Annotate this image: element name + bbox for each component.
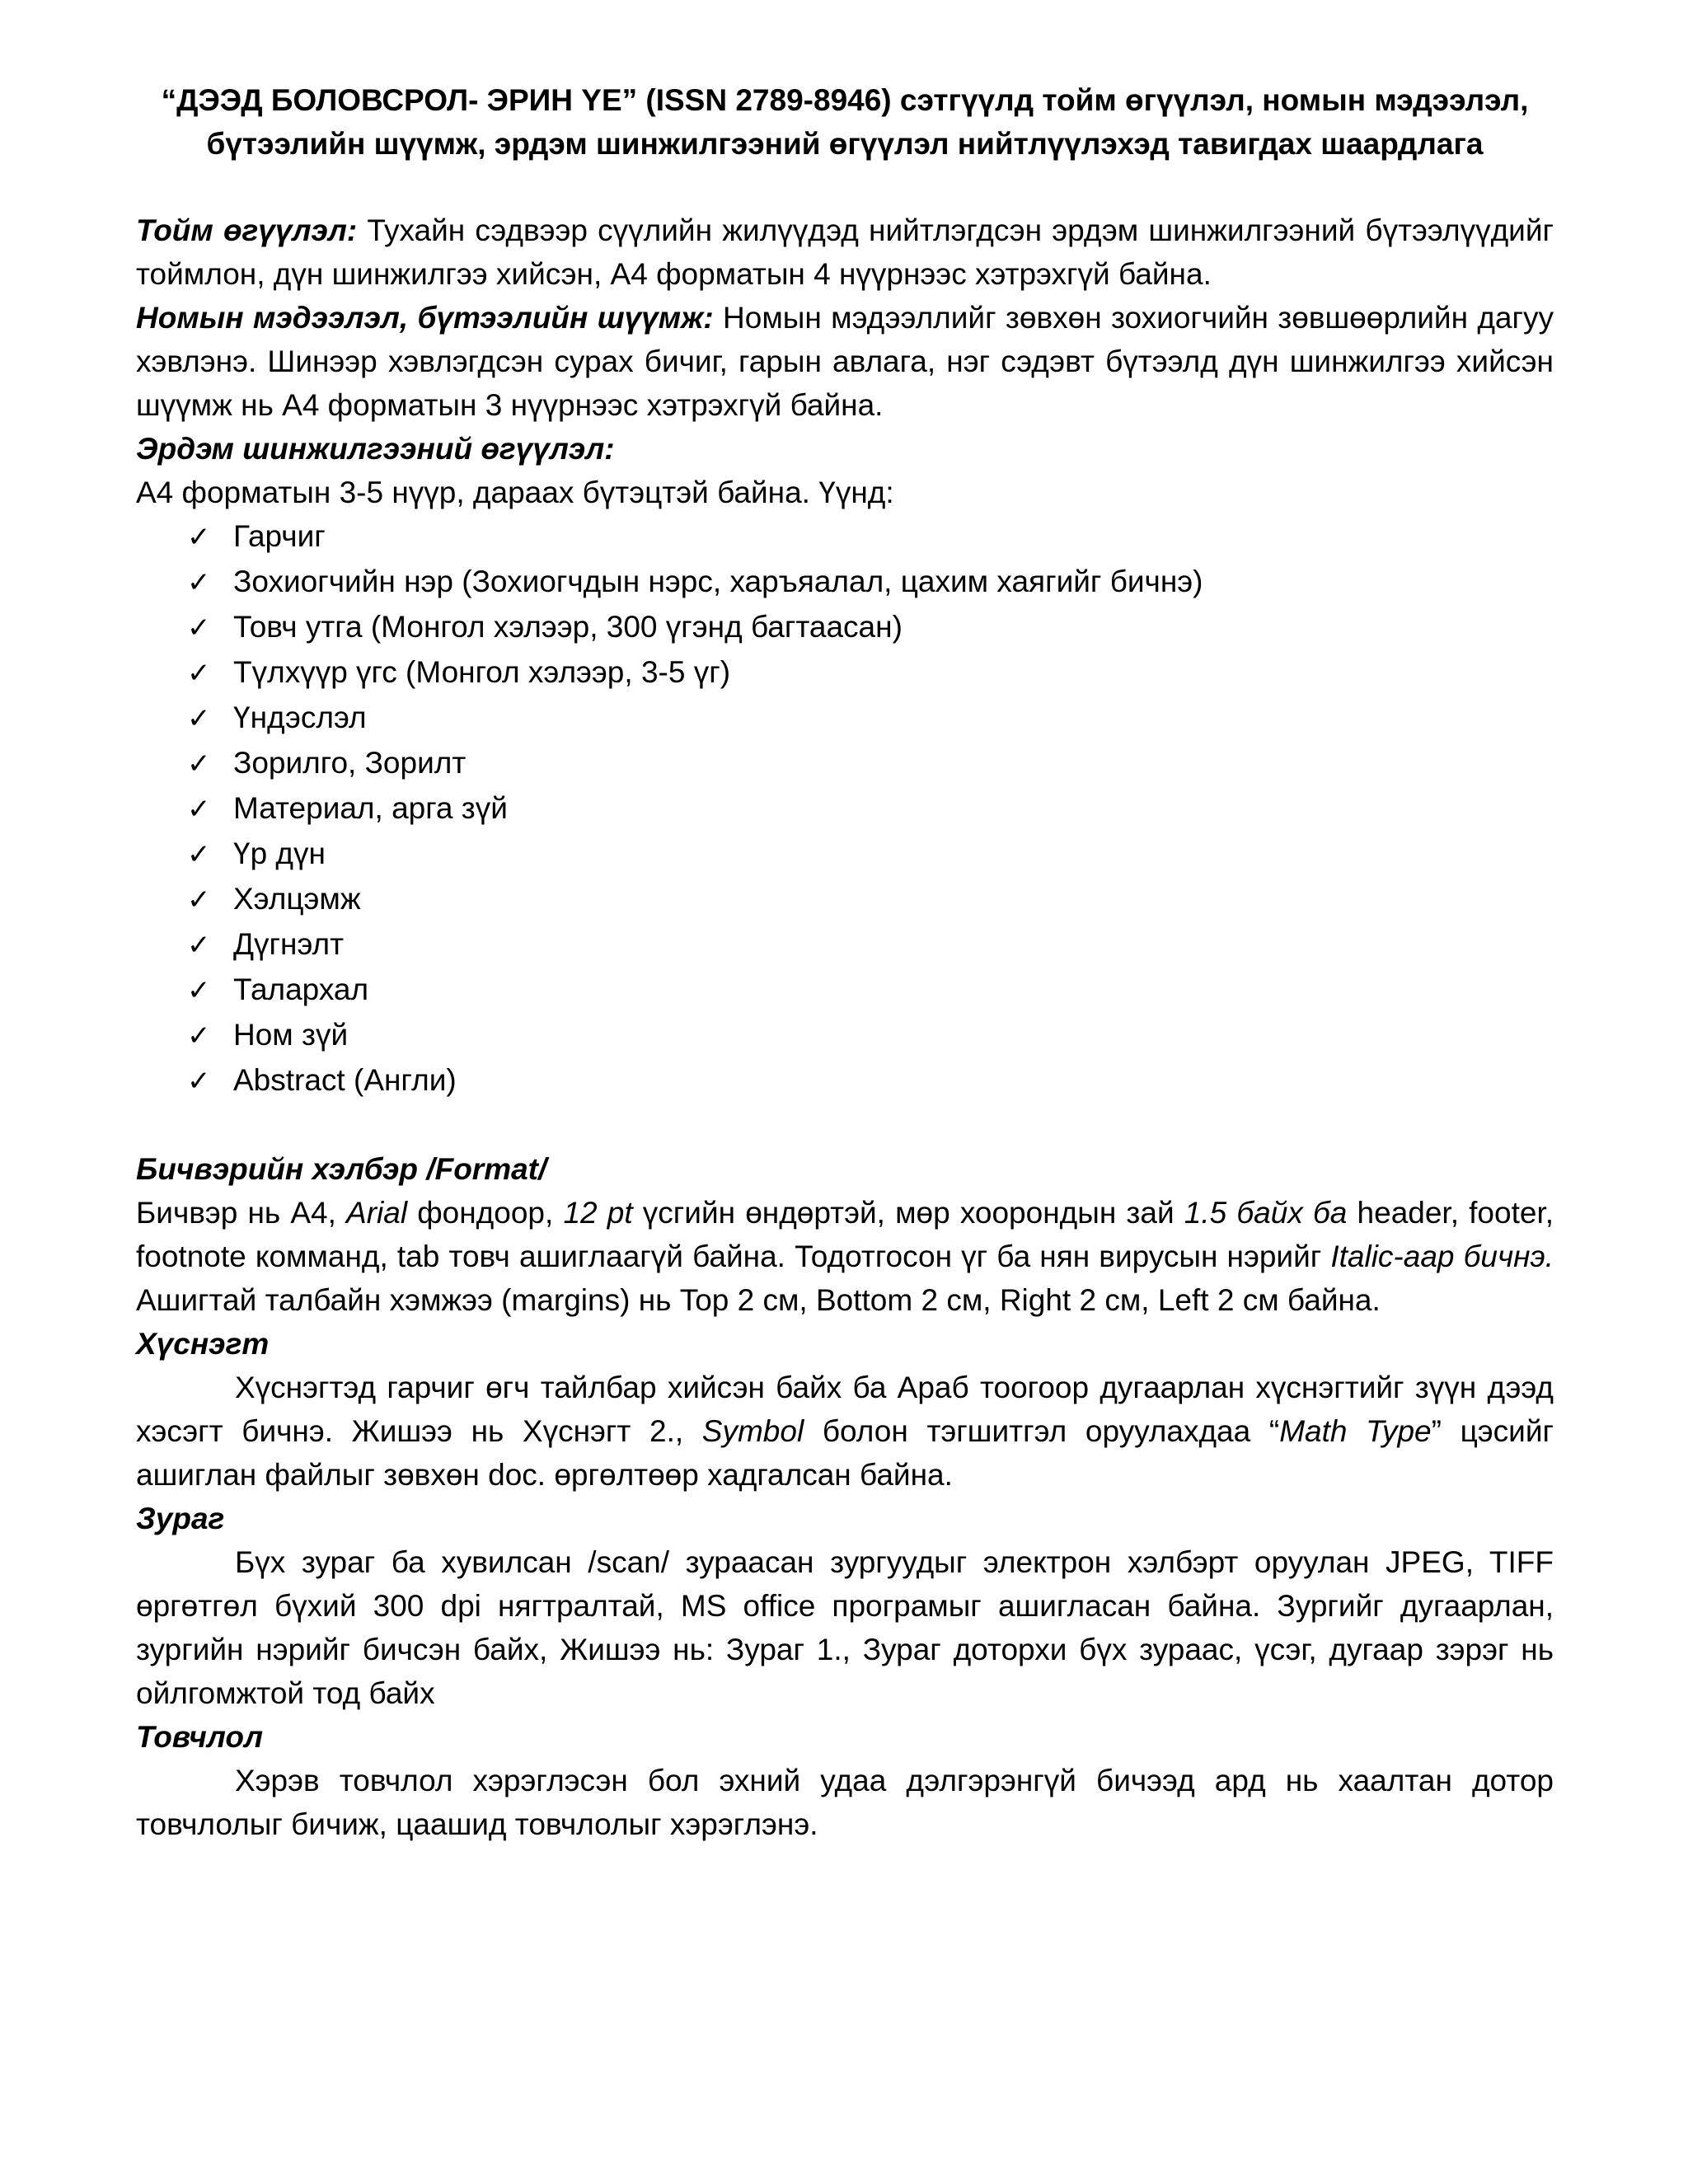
checklist-item-label: Түлхүүр үгс (Монгол хэлээр, 3-5 үг)	[233, 655, 731, 689]
format-italic-size: 12 pt	[563, 1196, 633, 1230]
checklist-item-label: Талархал	[233, 972, 369, 1006]
checkmark-icon: ✓	[187, 566, 211, 599]
table-text-2: болон тэгшитгэл оруулахдаа “	[804, 1414, 1280, 1448]
checklist-item	[187, 832, 1554, 877]
checklist-item-label: Зохиогчийн нэр (Зохиогчдын нэрс, харъяалал, цахим хаягийг бичнэ)	[233, 565, 1203, 598]
review-paragraph	[136, 209, 1554, 296]
format-heading: Бичвэрийн хэлбэр /Format/	[136, 1152, 547, 1186]
format-italic-arial: Arial	[346, 1196, 408, 1230]
checkmark-icon: ✓	[187, 974, 211, 1007]
format-italic-spacing: 1.5 байх ба	[1184, 1196, 1348, 1230]
table-paragraph	[136, 1366, 1554, 1497]
checklist-item-label: Хэлцэмж	[233, 882, 361, 916]
checklist-item	[187, 741, 1554, 786]
checklist-item	[187, 922, 1554, 968]
checkmark-icon: ✓	[187, 657, 211, 690]
book-info-label: Номын мэдээлэл, бүтээлийн шүүмж:	[136, 301, 714, 335]
structure-checklist	[136, 514, 1554, 1104]
checklist-item-label: Abstract (Англи)	[233, 1063, 457, 1097]
document-page	[136, 78, 1554, 1846]
abbrev-heading: Товчлол	[136, 1720, 264, 1754]
table-text-3: ” цэсийг ашиглан файлыг зөвхөн doc. өргөлтөөр хадгалсан байна.	[136, 1414, 1554, 1492]
checklist-item-label: Дүгнэлт	[233, 927, 345, 961]
table-italic-symbol: Symbol	[701, 1414, 804, 1448]
checkmark-icon: ✓	[187, 1065, 211, 1098]
checklist-item	[187, 514, 1554, 560]
abbrev-paragraph: Хэрэв товчлол хэрэглэсэн бол эхний удаа дэлгэрэнгүй бичээд ард нь хаалтан дотор товчлолыг бичиж, цаашид товчлолыг хэрэглэнэ.	[136, 1764, 1554, 1841]
checklist-item-label: Ном зүй	[233, 1018, 349, 1052]
figure-paragraph: Бүх зураг ба хувилсан /scan/ зураасан зургуудыг электрон хэлбэрт оруулан JPEG, TIFF өргөтгөл бүхий 300 dpi нягтралтай, MS office програмыг ашигласан байна. Зургийг дугаарлан, зургийн нэрийг бичсэн байх, Жишээ нь: Зураг 1., Зураг доторхи бүх зураас, үсэг, дугаар зэрэг нь ойлгомжтой тод байх	[136, 1545, 1554, 1710]
checkmark-icon: ✓	[187, 929, 211, 962]
format-text-3: үсгийн өндөртэй, мөр хоорондын зай	[632, 1196, 1184, 1230]
review-label: Тойм өгүүлэл:	[136, 213, 358, 247]
page-title: “ДЭЭД БОЛОВСРОЛ- ЭРИН YE” (ISSN 2789-8946) сэтгүүлд тойм өгүүлэл, номын мэдээлэл, бүтээлийн шүүмж, эрдэм шинжилгээний өгүүлэл нийтлүүлэхэд тавигдах шаардлага	[161, 83, 1529, 161]
table-italic-mathtype: Math Type	[1279, 1414, 1432, 1448]
checklist-item-label: Товч утга (Монгол хэлээр, 300 үгэнд багтаасан)	[233, 610, 903, 644]
checkmark-icon: ✓	[187, 521, 211, 554]
checklist-item-label: Гарчиг	[233, 519, 326, 553]
format-text-2: фондоор,	[407, 1196, 564, 1230]
checkmark-icon: ✓	[187, 793, 211, 826]
checklist-item	[187, 696, 1554, 741]
checklist-item	[187, 877, 1554, 922]
checklist-item	[187, 968, 1554, 1013]
format-paragraph	[136, 1191, 1554, 1322]
checkmark-icon: ✓	[187, 838, 211, 871]
checklist-item	[187, 1013, 1554, 1058]
section-gap	[136, 1104, 1554, 1147]
format-text-4: header, footer, footnote комманд, tab товч ашиглаагүй байна. Тодотгосон үг ба нян вирусын нэрийг	[136, 1196, 1554, 1273]
checklist-item-label: Үндэслэл	[233, 701, 367, 734]
table-text-1: Хүснэгтэд гарчиг өгч тайлбар хийсэн байх ба Араб тоогоор дугаарлан хүснэгтийг зүүн дээд хэсэгт бичнэ. Жишээ нь Хүснэгт 2.,	[136, 1371, 1554, 1448]
checkmark-icon: ✓	[187, 702, 211, 735]
table-heading: Хүснэгт	[136, 1327, 270, 1361]
format-text-1: Бичвэр нь А4,	[136, 1196, 347, 1230]
review-text: Тухайн сэдвээр сүүлийн жилүүдэд нийтлэгдсэн эрдэм шинжилгээний бүтээлүүдийг тоймлон, дүн шинжилгээ хийсэн, А4 форматын 4 нүүрнээс хэтрэхгүй байна.	[136, 213, 1554, 291]
checklist-item-label: Зорилго, Зорилт	[233, 746, 467, 780]
checklist-item	[187, 605, 1554, 650]
book-info-paragraph	[136, 296, 1554, 427]
checkmark-icon: ✓	[187, 1019, 211, 1052]
checklist-item	[187, 650, 1554, 696]
research-heading: Эрдэм шинжилгээний өгүүлэл:	[136, 432, 615, 466]
format-italic-note: Italic-аар бичнэ.	[1330, 1240, 1554, 1273]
checklist-item	[187, 786, 1554, 832]
document-body	[136, 209, 1554, 1846]
checklist-item-label: Үр дүн	[233, 837, 326, 870]
book-info-text: Номын мэдээллийг зөвхөн зохиогчийн зөвшөөрлийн дагуу хэвлэнэ. Шинээр хэвлэгдсэн сурах бичиг, гарын авлага, нэг сэдэвт бүтээлд дүн шинжилгээ хийсэн шүүмж нь А4 форматын 3 нүүрнээс хэтрэхгүй байна.	[136, 301, 1554, 422]
checklist-item	[187, 1058, 1554, 1104]
checklist-item	[187, 560, 1554, 605]
figure-heading: Зураг	[136, 1502, 225, 1535]
checkmark-icon: ✓	[187, 612, 211, 644]
checklist-item-label: Материал, арга зүй	[233, 791, 508, 825]
research-intro: А4 форматын 3-5 нүүр, дараах бүтэцтэй байна. Үүнд:	[136, 476, 894, 509]
checkmark-icon: ✓	[187, 748, 211, 780]
format-text-5: Ашигтай талбайн хэмжээ (margins) нь Top 2 см, Bottom 2 см, Right 2 см, Left 2 см байна.	[136, 1283, 1381, 1317]
checkmark-icon: ✓	[187, 883, 211, 916]
